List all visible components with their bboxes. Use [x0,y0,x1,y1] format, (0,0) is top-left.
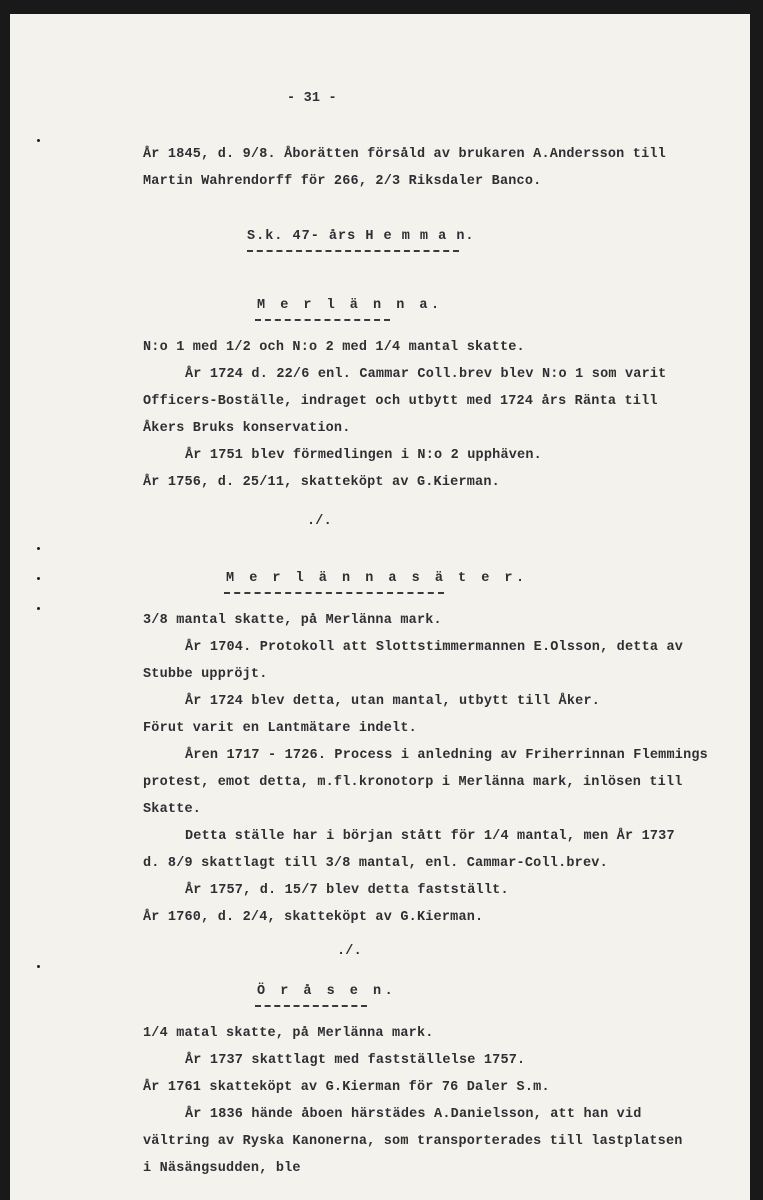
text-line: År 1751 blev förmedlingen i N:o 2 upphäven. [185,448,542,463]
text-line: Martin Wahrendorff för 266, 2/3 Riksdaler Banco. [143,174,542,189]
binder-hole-mark [37,139,40,142]
text-line: Detta ställe har i början stått för 1/4 mantal, men År 1737 [185,829,675,844]
document-page [10,14,750,1200]
section-separator: ./. [337,944,362,959]
text-line: År 1737 skattlagt med fastställelse 1757. [185,1053,526,1068]
binder-hole-mark [37,965,40,968]
text-line: N:o 1 med 1/2 och N:o 2 med 1/4 mantal skatte. [143,340,525,355]
text-line: År 1760, d. 2/4, skatteköpt av G.Kierman. [143,910,484,925]
section-heading: M e r l ä n n a. [257,298,443,313]
section-separator: ./. [307,514,332,529]
text-line: Skatte. [143,802,202,817]
text-line: År 1757, d. 15/7 blev detta fastställt. [185,883,509,898]
binder-hole-mark [37,577,40,580]
binder-hole-mark [37,547,40,550]
text-line: År 1836 hände åboen härstädes A.Danielsson, att han vid [185,1107,642,1122]
text-line: 3/8 mantal skatte, på Merlänna mark. [143,613,442,628]
section-heading: S.k. 47- års H e m m a n. [247,229,475,244]
text-line: Åren 1717 - 1726. Process i anledning av Friherrinnan Flemmings [185,748,708,763]
text-line: År 1724 d. 22/6 enl. Cammar Coll.brev blev N:o 1 som varit [185,367,667,382]
text-line: d. 8/9 skattlagt till 3/8 mantal, enl. Cammar-Coll.brev. [143,856,608,871]
heading-underline [255,1005,367,1007]
page-number: - 31 - [287,91,337,106]
text-line: protest, emot detta, m.fl.kronotorp i Merlänna mark, inlösen till [143,775,683,790]
text-line: 1/4 matal skatte, på Merlänna mark. [143,1026,434,1041]
binder-hole-mark [37,607,40,610]
text-line: Åkers Bruks konservation. [143,421,351,436]
text-line: År 1724 blev detta, utan mantal, utbytt till Åker. [185,694,601,709]
section-heading: M e r l ä n n a s ä t e r. [226,571,528,586]
text-line: Officers-Boställe, indraget och utbytt med 1724 års Ränta till [143,394,658,409]
text-line: i Näsängsudden, ble [143,1161,301,1176]
text-line: År 1845, d. 9/8. Åborätten försåld av brukaren A.Andersson till [143,147,666,162]
text-line: Stubbe uppröjt. [143,667,268,682]
text-line: År 1756, d. 25/11, skatteköpt av G.Kierman. [143,475,500,490]
heading-underline [224,592,444,594]
heading-underline [247,250,459,252]
heading-underline [255,319,390,321]
text-line: År 1761 skatteköpt av G.Kierman för 76 Daler S.m. [143,1080,550,1095]
section-heading: Ö r å s e n. [257,984,397,999]
text-line: vältring av Ryska Kanonerna, som transporterades till lastplatsen [143,1134,683,1149]
text-line: Förut varit en Lantmätare indelt. [143,721,417,736]
text-line: År 1704. Protokoll att Slottstimmermannen E.Olsson, detta av [185,640,684,655]
